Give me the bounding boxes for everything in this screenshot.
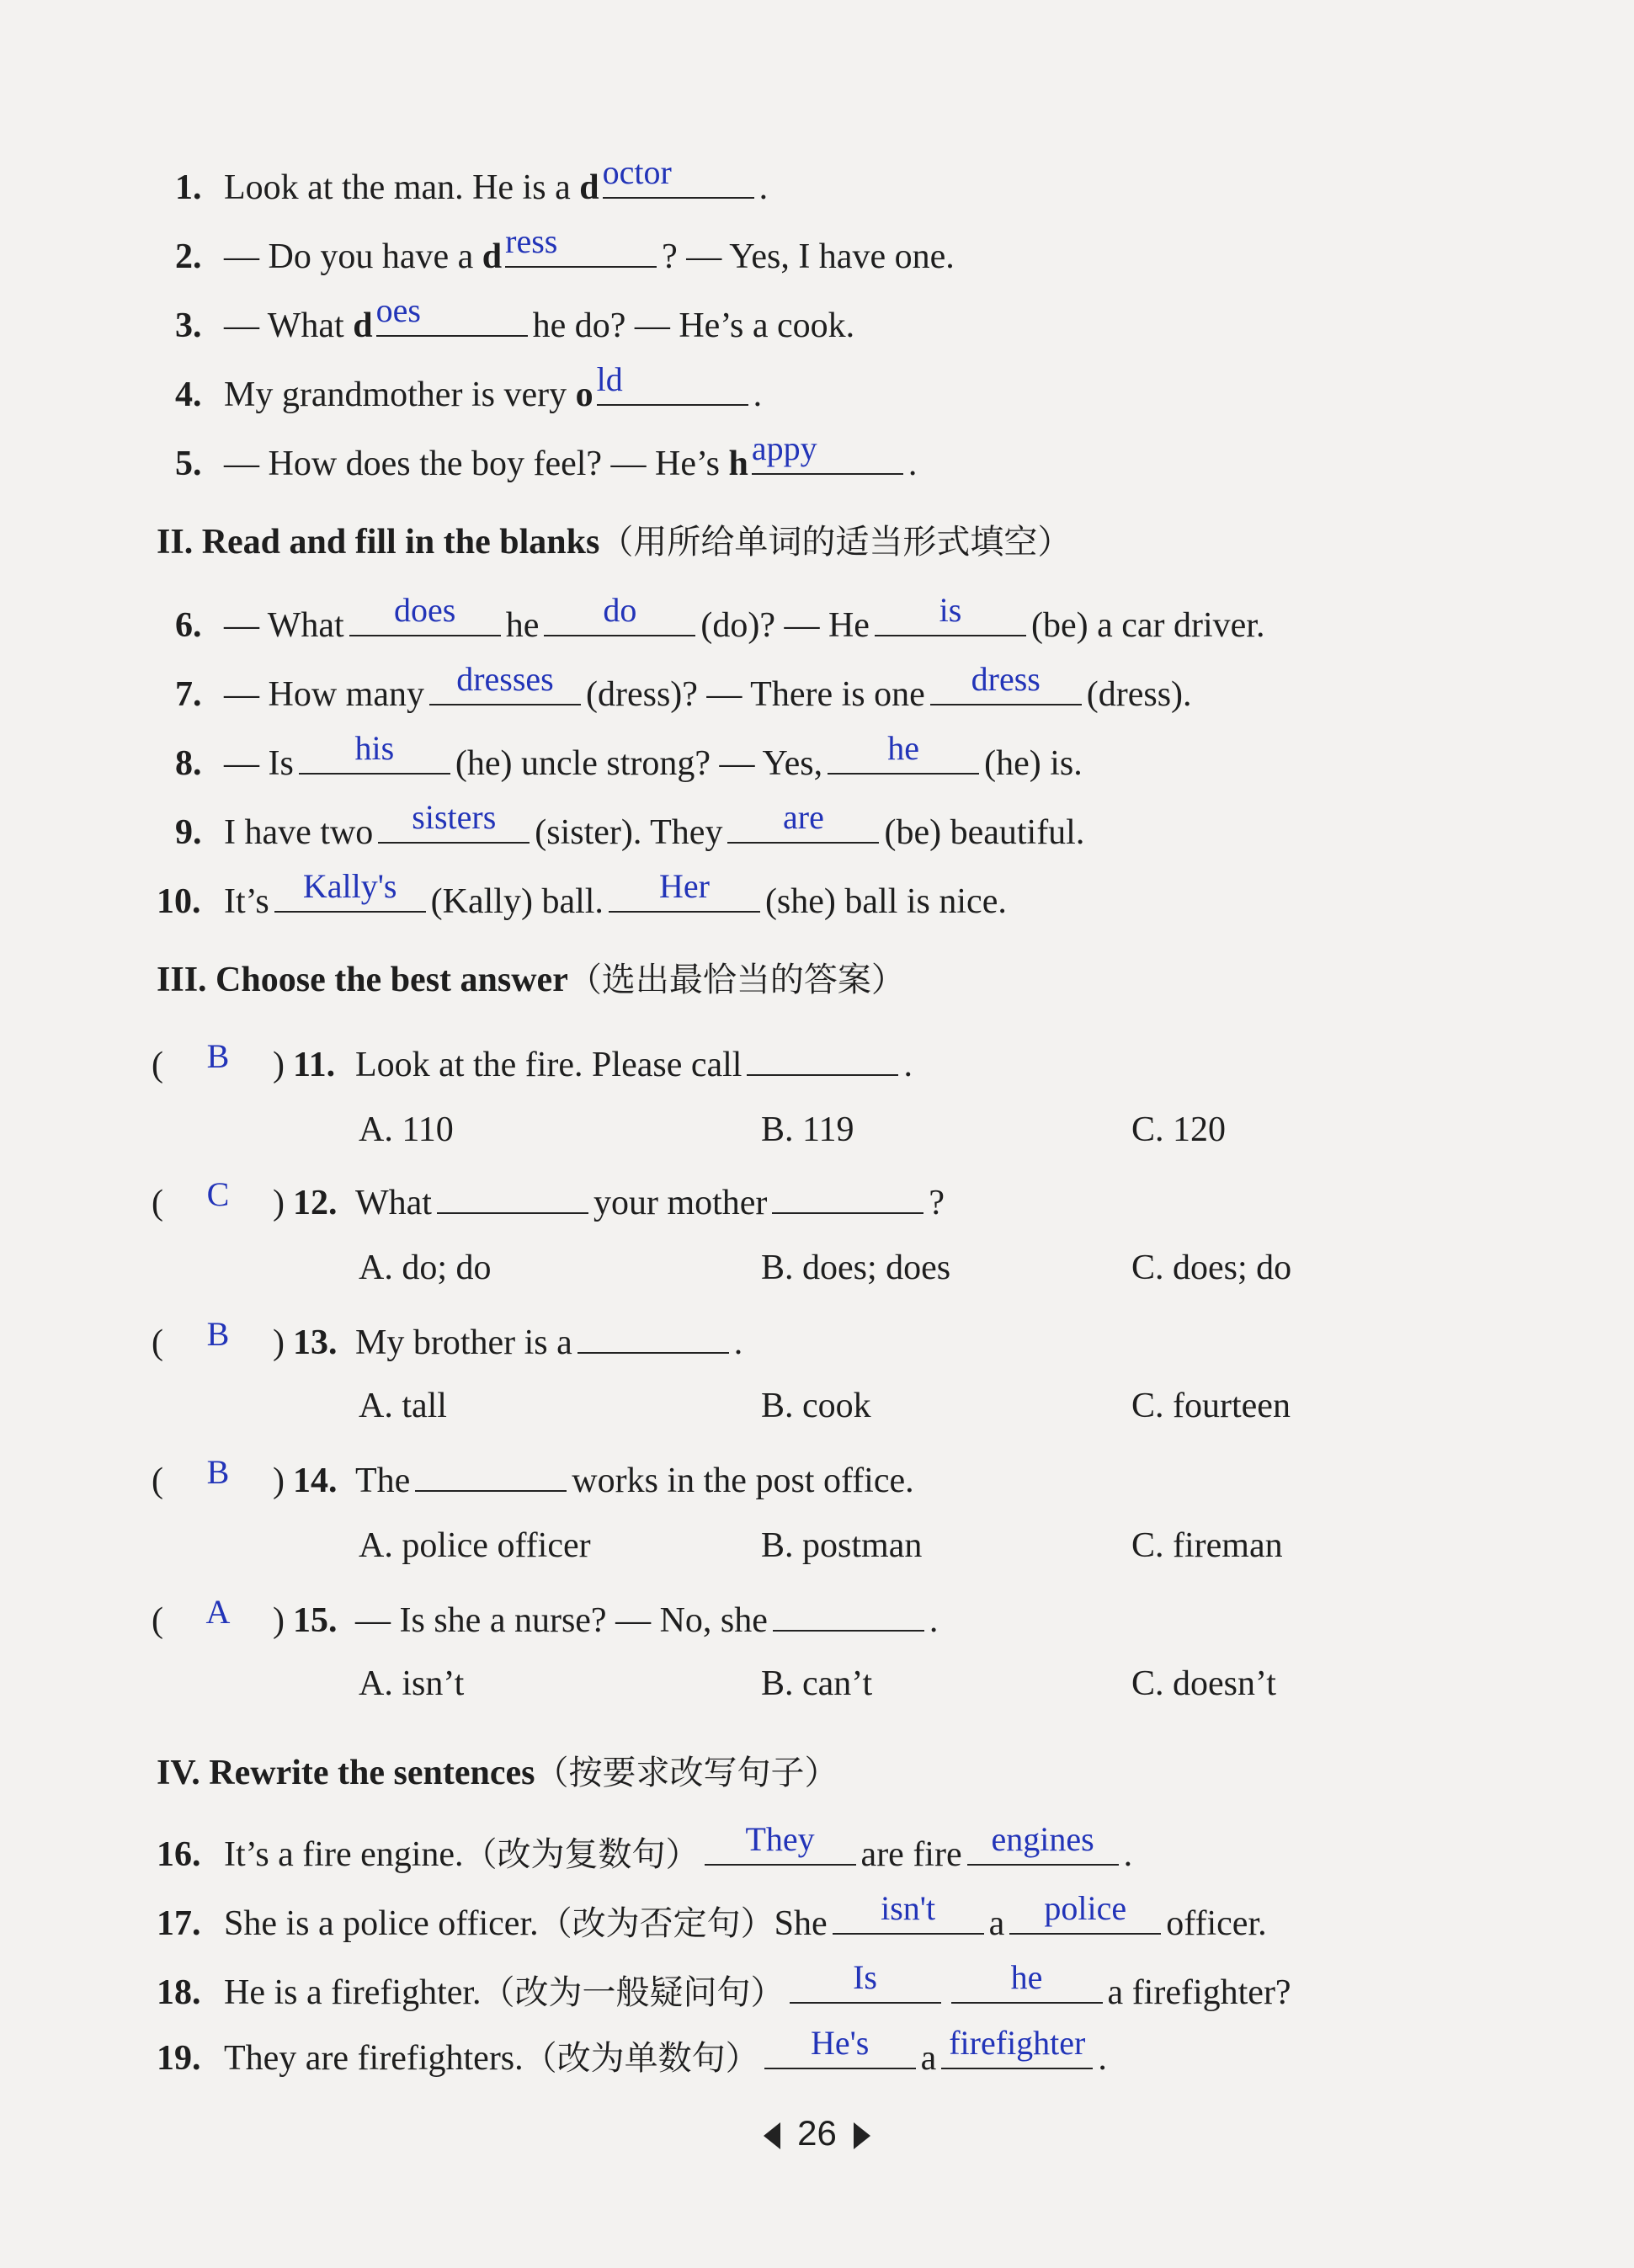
answer-blank: ress [505,229,657,268]
item-1: 1. Look at the man. He is a d octor . [175,153,769,207]
answer-blank: do [544,598,695,636]
item-number: 18. [157,1973,201,2012]
item-9: 9. I have two sisters (sister). They are (be) beautiful. [175,798,1085,852]
option-a: A. tall [359,1387,447,1425]
option-c: C. fourteen [1131,1387,1291,1425]
item-text: — How does the boy feel? — He’s h [224,445,748,483]
option-c: C. fireman [1131,1526,1283,1565]
question-18: 18. He is a firefighter. （改为一般疑问句） Is he a firefighter? [157,1958,1291,2012]
option-c: C. 120 [1131,1110,1227,1149]
question-15: ( A ) 15. — Is she a nurse? — No, she . [152,1593,939,1640]
triangle-right-icon [854,2122,870,2149]
question-19: 19. They are firefighters. （改为单数句） He's a firefighter . [157,2024,1107,2078]
option-c: C. does; do [1131,1248,1292,1287]
option-b: B. 119 [761,1110,854,1149]
item-number: 5. [175,445,202,483]
answer-blank [747,1037,898,1076]
item-number: 3. [175,306,202,345]
section-2-heading: II. Read and fill in the blanks （用所给单词的适当形式填空） [157,523,1072,562]
option-b: B. does; does [761,1248,951,1287]
item-text: My grandmother is very o [224,375,593,414]
answer-blank: He's [764,2031,916,2069]
item-number: 9. [175,813,202,852]
answer-blank: police [1009,1896,1161,1935]
option-a: A. 110 [359,1110,454,1149]
item-7: 7. — How many dresses (dress)? — There is one dress (dress). [175,660,1192,714]
answer-blank: he [951,1965,1103,2004]
answer-blank: he [828,736,979,775]
section-3-heading: III. Choose the best answer （选出最恰当的答案） [157,961,905,999]
item-number: 10. [157,882,201,921]
answer-blank: dress [930,667,1082,705]
option-a: A. do; do [359,1248,492,1287]
item-10: 10. It’s Kally's (Kally) ball. Her (she) ball is nice. [157,867,1007,921]
option-b: B. cook [761,1387,871,1425]
option-b: B. postman [761,1526,923,1565]
page-number-footer [0,2113,1634,2154]
item-8: 8. — Is his (he) uncle strong? — Yes, he (he) is. [175,729,1083,783]
answer-blank [773,1593,924,1632]
answer-blank [577,1315,729,1354]
question-12: ( C ) 12. What your mother ? [152,1175,945,1222]
item-number: 11. [293,1046,336,1084]
answer-blank: Kally's [274,874,426,913]
answer-blank [437,1175,588,1214]
answer-blank: isn't [833,1896,984,1935]
item-number: 15. [293,1601,338,1640]
item-number: 1. [175,168,202,207]
item-number: 19. [157,2039,201,2078]
item-6: 6. — What does he do (do)? — He is (be) a car driver. [175,591,1265,645]
answer-blank: are [727,805,879,844]
answer-blank: is [875,598,1026,636]
answer-blank: dresses [429,667,581,705]
item-number: 17. [157,1904,201,1943]
item-3: 3. — What d oes he do? — He’s a cook. [175,291,855,345]
option-a: A. isn’t [359,1664,465,1703]
item-number: 12. [293,1184,338,1222]
answer-blank: Is [790,1965,941,2004]
question-17: 17. She is a police officer. （改为否定句） She isn't a police officer. [157,1889,1267,1943]
question-14: ( B ) 14. The works in the post office. [152,1453,914,1500]
page-number: 26 [797,2113,837,2153]
item-number: 14. [293,1461,338,1500]
question-16: 16. It’s a fire engine. （改为复数句） They are fire engines . [157,1820,1133,1874]
item-number: 13. [293,1323,338,1362]
answer-blank: does [349,598,501,636]
item-number: 2. [175,237,202,276]
answer-blank: appy [752,436,903,475]
answer-blank: sisters [378,805,530,844]
item-number: 8. [175,744,202,783]
answer-blank [415,1453,567,1492]
answer-blank: his [299,736,450,775]
item-2: 2. — Do you have a d ress ? — Yes, I have one. [175,222,955,276]
question-11: ( B ) 11. Look at the fire. Please call . [152,1037,913,1084]
item-4: 4. My grandmother is very o ld . [175,360,763,414]
item-number: 6. [175,606,202,645]
item-number: 16. [157,1835,201,1874]
answer-blank: firefighter [941,2031,1093,2069]
item-text: — What d [224,306,373,345]
item-text: — Do you have a d [224,237,503,276]
triangle-left-icon [764,2122,780,2149]
answer-blank: They [705,1827,856,1866]
question-13: ( B ) 13. My brother is a . [152,1315,743,1362]
answer-blank: engines [967,1827,1119,1866]
section-4-heading: IV. Rewrite the sentences （按要求改写句子） [157,1754,838,1792]
answer-blank [772,1175,923,1214]
item-number: 4. [175,375,202,414]
option-a: A. police officer [359,1526,591,1565]
item-5: 5. — How does the boy feel? — He’s h appy . [175,429,918,483]
option-b: B. can’t [761,1664,873,1703]
answer-blank: Her [609,874,760,913]
answer-blank: oes [376,298,528,337]
item-text: Look at the man. He is a d [224,168,599,207]
answer-blank: ld [597,367,748,406]
option-c: C. doesn’t [1131,1664,1276,1703]
answer-blank: octor [603,160,754,199]
item-number: 7. [175,675,202,714]
